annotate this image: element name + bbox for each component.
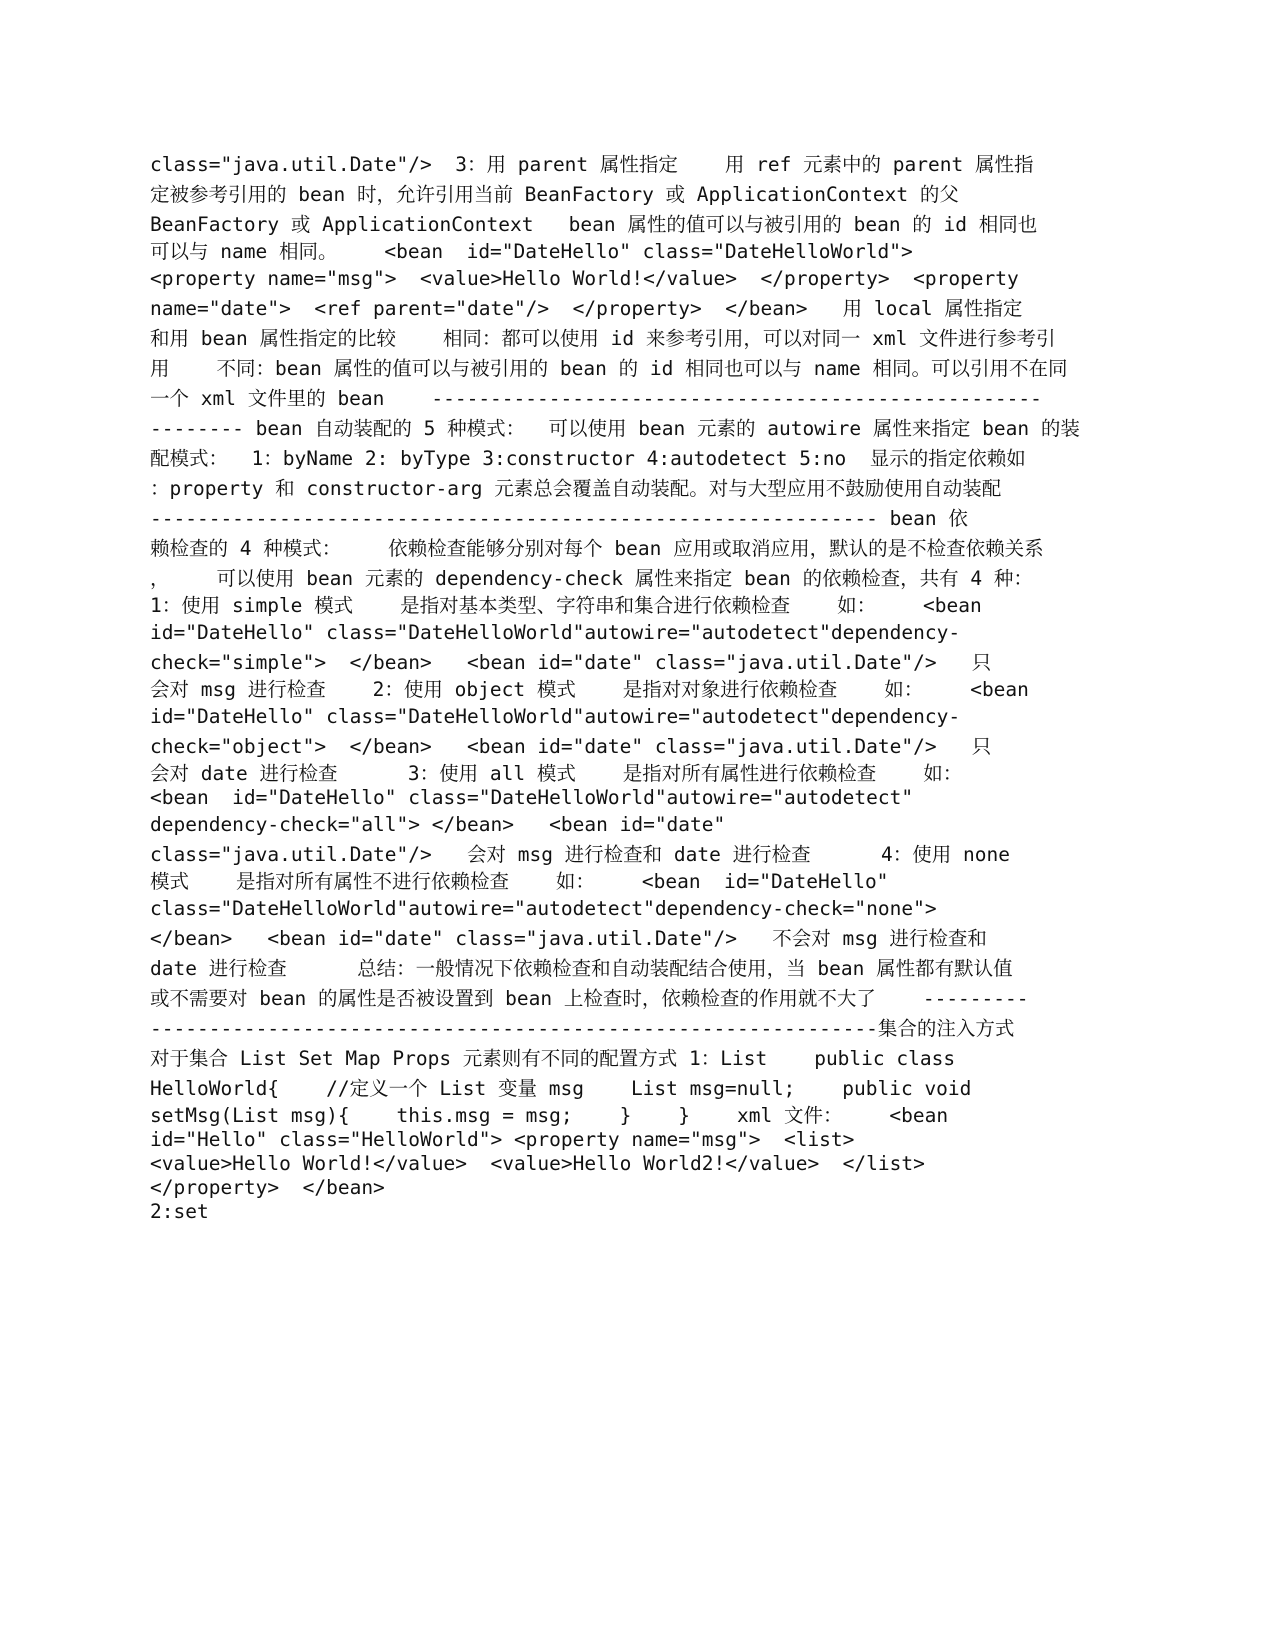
text-line: class="java.util.Date"/> 会对 msg 进行检查和 date 进行检查 4：使用 none <box>150 843 1010 866</box>
text-line: ：property 和 constructor-arg 元素总会覆盖自动装配。对与大型应用不鼓励使用自动装配 <box>150 477 1002 500</box>
text-line: ， 可以使用 bean 元素的 dependency-check 属性来指定 bean 的依赖检查，共有 4 种： <box>150 567 1033 590</box>
text-line: </bean> <bean id="date" class="java.util.Date"/> 不会对 msg 进行检查和 <box>150 927 987 950</box>
text-line: date 进行检查 总结：一般情况下依赖检查和自动装配结合使用，当 bean 属性都有默认值 <box>150 957 1013 980</box>
text-line: class="java.util.Date"/> 3：用 parent 属性指定 用 ref 元素中的 parent 属性指 <box>150 153 1034 176</box>
text-line: 可以与 name 相同。 <bean id="DateHello" class="DateHelloWorld"> <box>150 240 913 263</box>
text-line: name="date"> <ref parent="date"/> </property> </bean> 用 local 属性指定 <box>150 297 1023 320</box>
text-line: 1：使用 simple 模式 是指对基本类型、字符串和集合进行依赖检查 如： <bean <box>150 594 982 617</box>
text-line: 模式 是指对所有属性不进行依赖检查 如： <bean id="DateHello" <box>150 870 889 893</box>
text-line: 和用 bean 属性指定的比较 相同：都可以使用 id 来参考引用，可以对同一 xml 文件进行参考引 <box>150 327 1056 350</box>
text-line: --------------------------------------------------------------集合的注入方式 <box>150 1017 1015 1040</box>
text-line: <property name="msg"> <value>Hello World!</value> </property> <property <box>150 267 1019 290</box>
text-line: -------- bean 自动装配的 5 种模式： 可以使用 bean 元素的 autowire 属性来指定 bean 的装 <box>150 417 1080 440</box>
text-line: 或不需要对 bean 的属性是否被设置到 bean 上检查时，依赖检查的作用就不大了 --------- <box>150 987 1029 1010</box>
text-line: 会对 date 进行检查 3：使用 all 模式 是指对所有属性进行依赖检查 如： <box>150 762 963 785</box>
text-line: id="DateHello" class="DateHelloWorld"autowire="autodetect"dependency- <box>150 705 961 728</box>
text-line: check="object"> </bean> <bean id="date" class="java.util.Date"/> 只 <box>150 735 992 758</box>
text-line: <bean id="DateHello" class="DateHelloWorld"autowire="autodetect" <box>150 786 914 809</box>
text-line: BeanFactory 或 ApplicationContext bean 属性的值可以与被引用的 bean 的 id 相同也 <box>150 213 1038 236</box>
text-line: dependency-check="all"> </bean> <bean id="date" <box>150 813 726 836</box>
text-line: check="simple"> </bean> <bean id="date" class="java.util.Date"/> 只 <box>150 651 992 674</box>
text-line: </property> </bean> <box>150 1176 385 1199</box>
text-line: 2:set <box>150 1200 209 1223</box>
text-line: HelloWorld{ //定义一个 List 变量 msg List msg=null; public void <box>150 1077 972 1100</box>
text-line: 赖检查的 4 种模式： 依赖检查能够分别对每个 bean 应用或取消应用，默认的是不检查依赖关系 <box>150 537 1044 560</box>
text-line: setMsg(List msg){ this.msg = msg; } } xml 文件： <bean <box>150 1104 949 1127</box>
text-line: 定被参考引用的 bean 时，允许引用当前 BeanFactory 或 ApplicationContext 的父 <box>150 183 959 206</box>
text-line: 对于集合 List Set Map Props 元素则有不同的配置方式 1：List public class <box>150 1047 956 1070</box>
text-line: 用 不同：bean 属性的值可以与被引用的 bean 的 id 相同也可以与 name 相同。可以引用不在同 <box>150 357 1068 380</box>
text-line: 会对 msg 进行检查 2：使用 object 模式 是指对对象进行依赖检查 如： <bean <box>150 678 1029 701</box>
text-line: id="DateHello" class="DateHelloWorld"autowire="autodetect"dependency- <box>150 621 961 644</box>
text-line: <value>Hello World!</value> <value>Hello World2!</value> </list> <box>150 1152 925 1175</box>
text-line: class="DateHelloWorld"autowire="autodetect"dependency-check="none"> <box>150 897 937 920</box>
document-body <box>150 150 1130 1224</box>
text-line: -------------------------------------------------------------- bean 依 <box>150 507 968 530</box>
text-line: id="Hello" class="HelloWorld"> <property name="msg"> <list> <box>150 1128 855 1151</box>
text-line: 配模式： 1：byName 2: byType 3:constructor 4:autodetect 5:no 显示的指定依赖如 <box>150 447 1026 470</box>
text-line: 一个 xml 文件里的 bean ---------------------------------------------------- <box>150 387 1042 410</box>
